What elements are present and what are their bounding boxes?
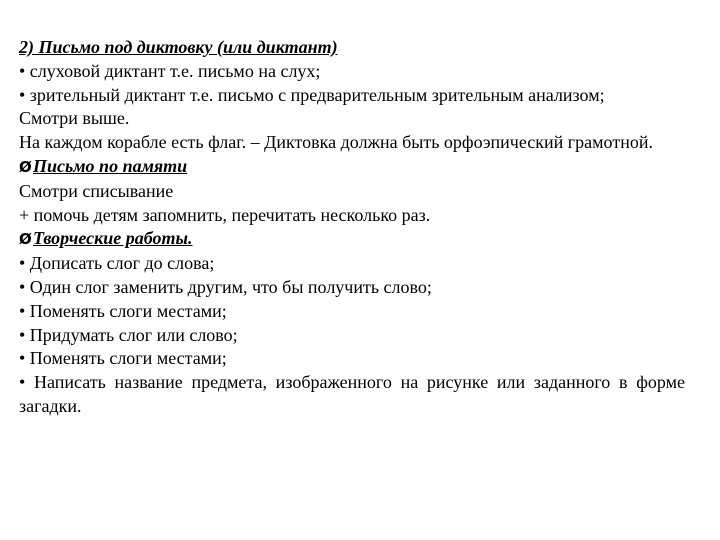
section-heading-memory	[19, 155, 685, 180]
section-heading-label: Творческие работы.	[33, 228, 193, 249]
list-item: • Поменять слоги местами;	[19, 348, 227, 369]
list-item: • слуховой диктант т.е. письмо на слух;	[19, 60, 321, 81]
text-line: Смотри списывание	[19, 180, 174, 201]
list-item: • Дописать слог до слова;	[19, 253, 215, 274]
see-above-text: Смотри выше.	[19, 108, 130, 129]
list-item: • Придумать слог или слово;	[19, 324, 238, 345]
example-paragraph: На каждом корабле есть флаг. – Диктовка должна быть орфоэпический грамотной.	[19, 132, 653, 153]
list-item: • зрительный диктант т.е. письмо с предварительным зрительным анализом;	[19, 84, 605, 105]
text-line: + помочь детям запомнить, перечитать несколько раз.	[19, 204, 431, 225]
list-item: • Один слог заменить другим, что бы получить слово;	[19, 276, 432, 297]
section-heading-label: Письмо по памяти	[33, 155, 188, 176]
section-title: 2) Письмо под диктовку (или диктант)	[19, 37, 338, 57]
arrow-bullet-icon: Ø	[19, 157, 32, 176]
arrow-bullet-icon: Ø	[19, 230, 32, 249]
section-heading-creative	[19, 227, 685, 252]
list-item: • Поменять слоги местами;	[19, 300, 227, 321]
list-item: • Написать название предмета, изображенного на рисунке или заданного в форме загадки.	[19, 372, 685, 416]
slide-content	[19, 36, 685, 419]
